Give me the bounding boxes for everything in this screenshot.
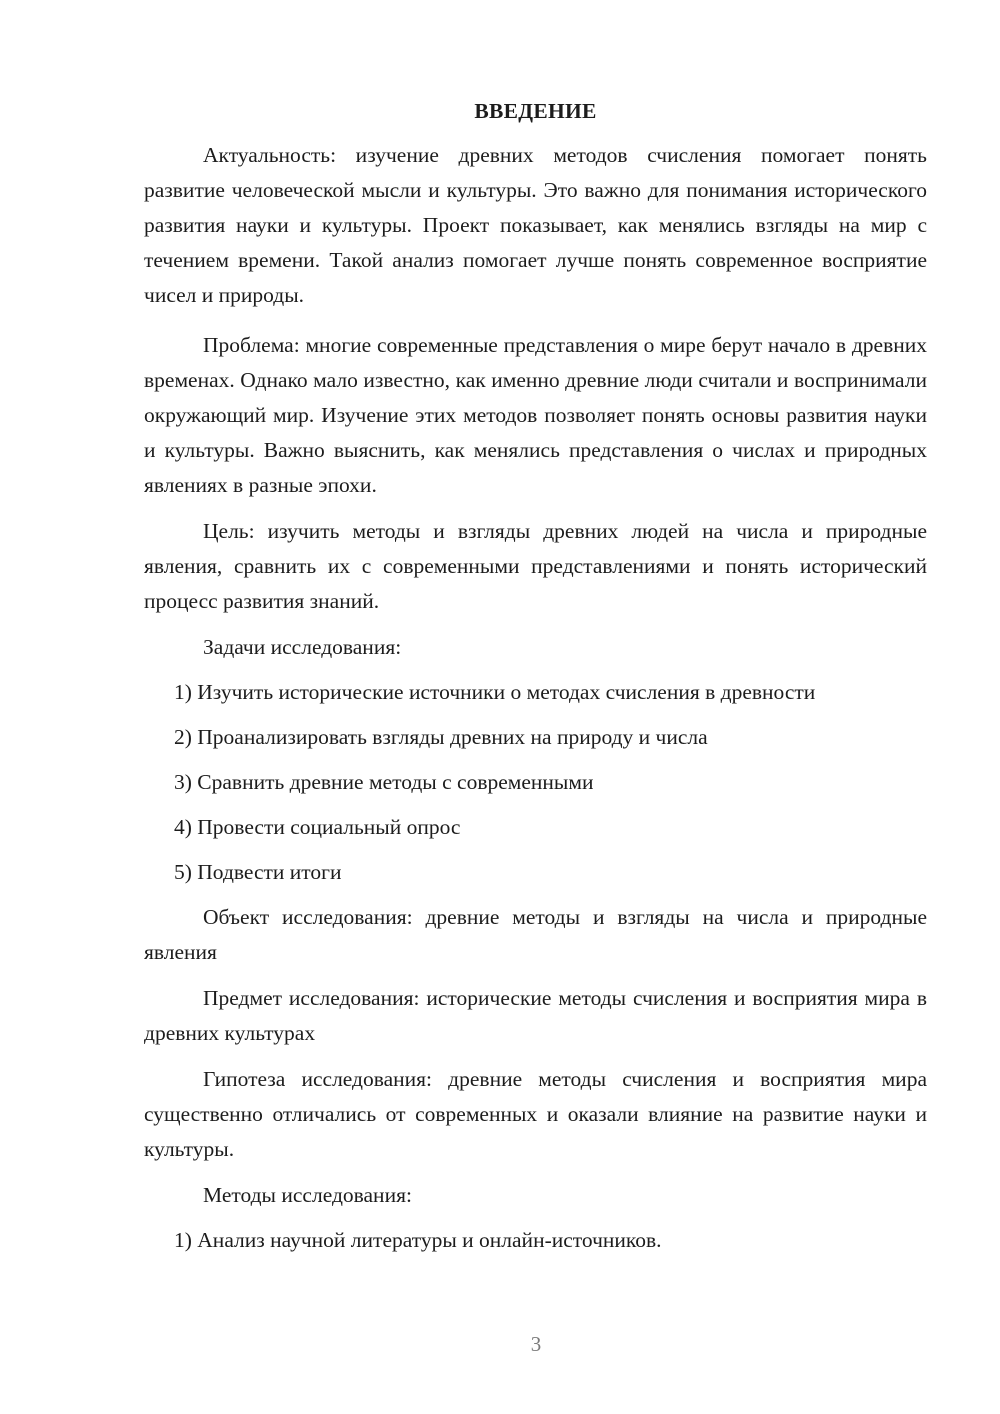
relevance-paragraph: Актуальность: изучение древних методов счисления помогает понять развитие человеческой мысли и культуры. Это важно для понимания исторического развития науки и культуры. Проект показывает, как менялись взгляды на мир с течением времени. Такой анализ помогает лучше понять современное восприятие чисел и природы. [144, 143, 927, 307]
tasks-heading: Задачи исследования: [203, 635, 402, 659]
methods-heading: Методы исследования: [203, 1183, 412, 1207]
tasks-list [144, 675, 927, 890]
object-paragraph: Объект исследования: древние методы и взгляды на числа и природные явления [144, 905, 927, 964]
list-item: 1) Анализ научной литературы и онлайн-источников. [174, 1228, 662, 1252]
problem-paragraph: Проблема: многие современные представления о мире берут начало в древних временах. Однако мало известно, как именно древние люди считали и воспринимали окружающий мир. Изучение этих методов позволяет понять основы развития науки и культуры. Важно выяснить, как менялись представления о числах и природных явлениях в разные эпохи. [144, 333, 927, 497]
list-item: 2) Проанализировать взгляды древних на природу и числа [174, 725, 708, 749]
list-item: 1) Изучить исторические источники о методах счисления в древности [174, 680, 816, 704]
subject-paragraph: Предмет исследования: исторические методы счисления и восприятия мира в древних культурах [144, 986, 927, 1045]
list-item: 4) Провести социальный опрос [174, 815, 461, 839]
goal-paragraph: Цель: изучить методы и взгляды древних людей на числа и природные явления, сравнить их с современными представлениями и понять исторический процесс развития знаний. [144, 519, 927, 613]
document-page [144, 96, 927, 1268]
methods-list [144, 1223, 927, 1258]
section-title: ВВЕДЕНИЕ [474, 99, 597, 123]
hypothesis-paragraph: Гипотеза исследования: древние методы счисления и восприятия мира существенно отличались от современных и оказали влияние на развитие науки и культуры. [144, 1067, 927, 1161]
list-item: 5) Подвести итоги [174, 860, 342, 884]
page-number: 3 [530, 1332, 542, 1356]
list-item: 3) Сравнить древние методы с современными [174, 770, 594, 794]
